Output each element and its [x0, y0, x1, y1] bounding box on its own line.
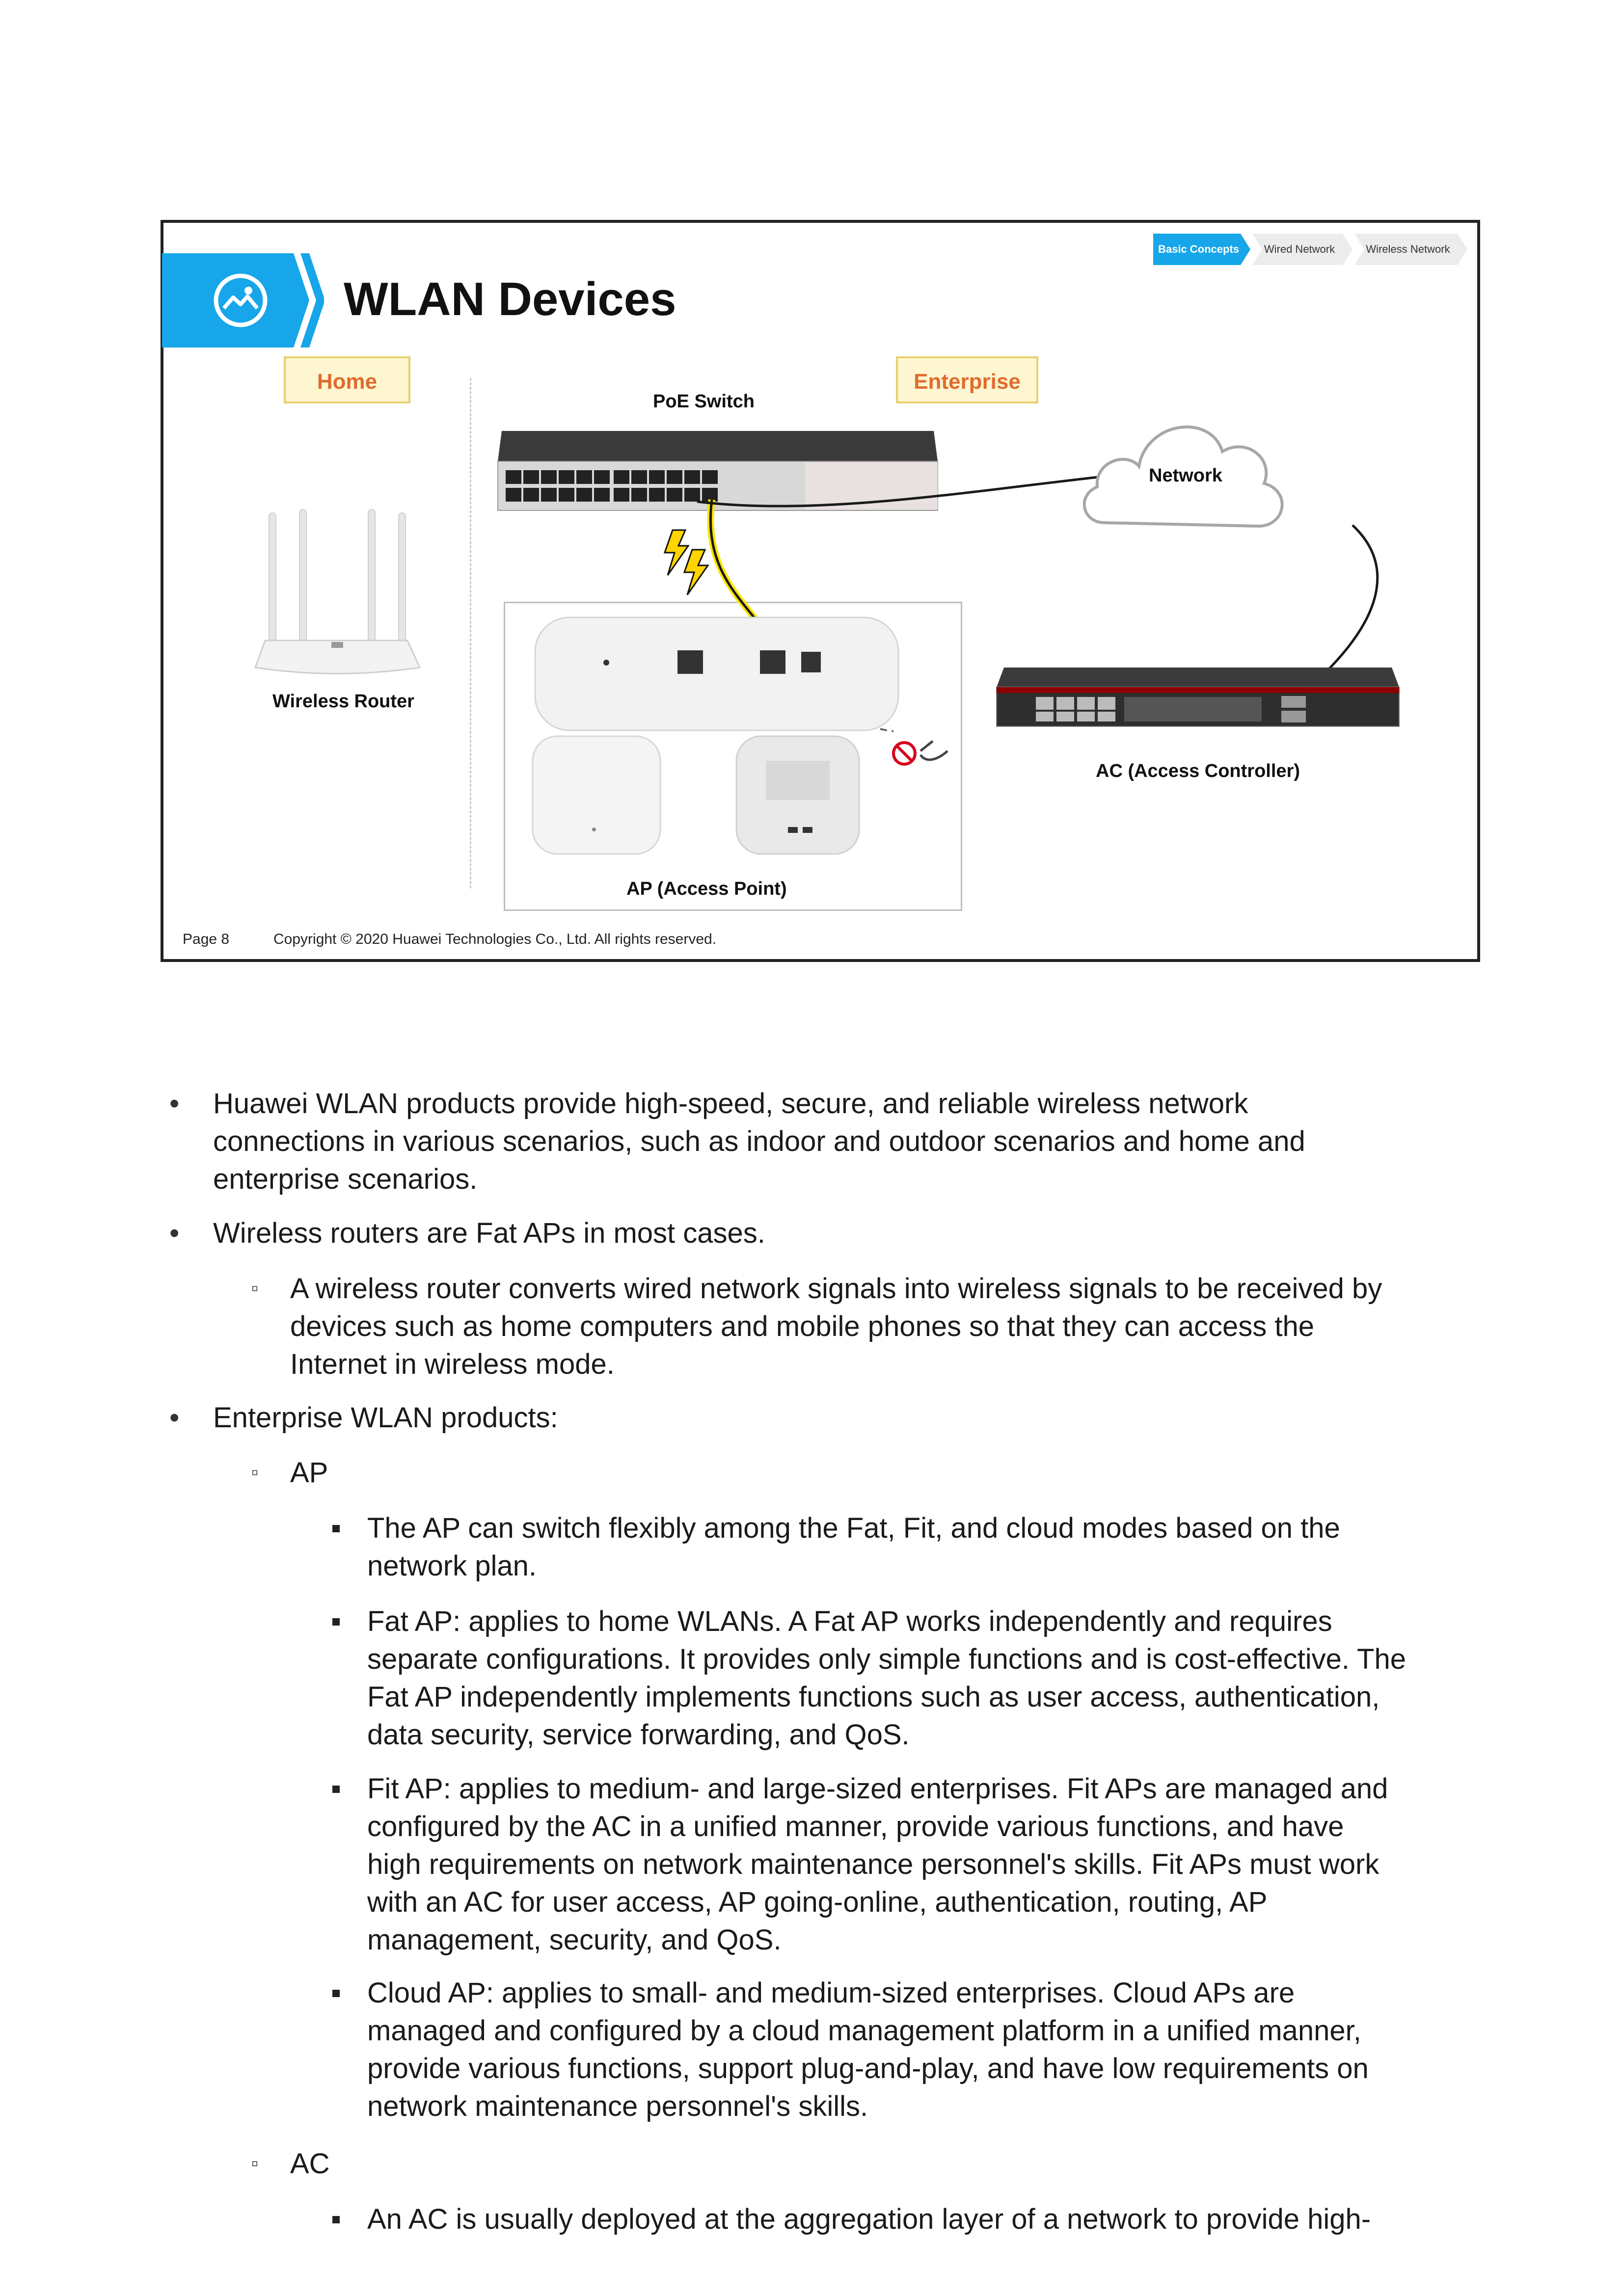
note-p3: Enterprise WLAN products: [213, 1402, 558, 1434]
line: The AP can switch flexibly among the Fat, Fit, and cloud modes based on the [367, 1512, 1340, 1544]
line: Internet in wireless mode. [290, 1348, 615, 1380]
line: separate configurations. It provides only simple functions and is cost-effective. The [367, 1643, 1406, 1675]
slide-title: WLAN Devices [344, 273, 676, 325]
line: provide various functions, support plug-and-play, and have low requirements on [367, 2053, 1369, 2084]
square-bullet-marker [332, 1618, 340, 1626]
wireless-router-caption: Wireless Router [272, 691, 414, 712]
line: configured by the AC in a unified manner, provide various functions, and have [367, 1811, 1344, 1842]
note-ac1: An AC is usually deployed at the aggregation layer of a network to provide high- [367, 2203, 1371, 2235]
ac-heading: AC [290, 2148, 330, 2180]
line: managed and configured by a cloud management platform in a unified manner, [367, 2015, 1361, 2047]
bullet-marker: • [169, 1402, 180, 1434]
ap-caption: AP (Access Point) [626, 879, 787, 899]
slide-copyright: Copyright © 2020 Huawei Technologies Co., Ltd. All rights reserved. [273, 931, 717, 947]
line: Fat AP independently implements functions such as user access, authentication, [367, 1681, 1380, 1713]
note-p1 [213, 1085, 1305, 1198]
note-ap2 [367, 1602, 1406, 1754]
line: data security, service forwarding, and QoS. [367, 1719, 910, 1751]
note-p2: Wireless routers are Fat APs in most cases. [213, 1217, 765, 1249]
line: devices such as home computers and mobile phones so that they can access the [290, 1310, 1314, 1342]
line: network plan. [367, 1550, 537, 1582]
bullet-marker: • [169, 1088, 180, 1120]
line: Fit AP: applies to medium- and large-sized enterprises. Fit APs are managed and [367, 1773, 1388, 1805]
wireless-router-image [255, 509, 420, 674]
line: high requirements on network maintenance personnel's skills. Fit APs must work [367, 1848, 1380, 1880]
poe-switch-image [498, 431, 938, 510]
poe-switch-caption: PoE Switch [653, 391, 755, 412]
sub-bullet-marker: ▫ [251, 2153, 259, 2174]
breadcrumb-basic-concepts[interactable]: Basic Concepts [1158, 243, 1240, 255]
ap-ceiling-unit-image [535, 617, 898, 730]
ac-device-image [997, 667, 1399, 726]
note-ap4 [367, 1974, 1369, 2125]
square-bullet-marker [332, 1525, 340, 1532]
breadcrumb-wireless-network[interactable]: Wireless Network [1366, 243, 1450, 255]
sub-bullet-marker: ▫ [251, 1462, 259, 1483]
line: network maintenance personnel's skills. [367, 2090, 868, 2122]
line: Fat AP: applies to home WLANs. A Fat AP works independently and requires [367, 1605, 1332, 1637]
network-diagram [162, 373, 1478, 923]
line: connections in various scenarios, such as indoor and outdoor scenarios and home and [213, 1125, 1305, 1157]
no-power-icon [893, 741, 947, 764]
line: Cloud AP: applies to small- and medium-sized enterprises. Cloud APs are [367, 1977, 1295, 2009]
enterprise-tag: Enterprise [896, 356, 1038, 403]
home-tag: Home [284, 356, 410, 403]
bullet-marker: • [169, 1217, 180, 1249]
line: with an AC for user access, AP going-online, authentication, routing, AP [367, 1886, 1268, 1918]
ap-back-image [736, 736, 859, 854]
square-bullet-marker [332, 1990, 340, 1997]
title-banner [162, 253, 324, 347]
note-ap1 [367, 1509, 1340, 1585]
ap-heading: AP [290, 1457, 328, 1489]
ac-caption: AC (Access Controller) [1096, 761, 1300, 781]
square-bullet-marker [332, 1786, 340, 1793]
note-p2a [290, 1270, 1382, 1383]
line: management, security, and QoS. [367, 1924, 782, 1956]
note-ap3 [367, 1770, 1388, 1959]
slide-page-number: Page 8 [183, 931, 230, 947]
network-caption: Network [1149, 465, 1222, 486]
breadcrumb-wired-network[interactable]: Wired Network [1264, 243, 1335, 255]
line: Huawei WLAN products provide high-speed, secure, and reliable wireless network [213, 1088, 1248, 1120]
line: A wireless router converts wired network signals into wireless signals to be received by [290, 1273, 1382, 1305]
line: enterprise scenarios. [213, 1163, 478, 1195]
sub-bullet-marker: ▫ [251, 1278, 259, 1299]
square-bullet-marker [332, 2216, 340, 2223]
lightning-icon [665, 530, 708, 595]
ap-front-image [533, 736, 660, 854]
